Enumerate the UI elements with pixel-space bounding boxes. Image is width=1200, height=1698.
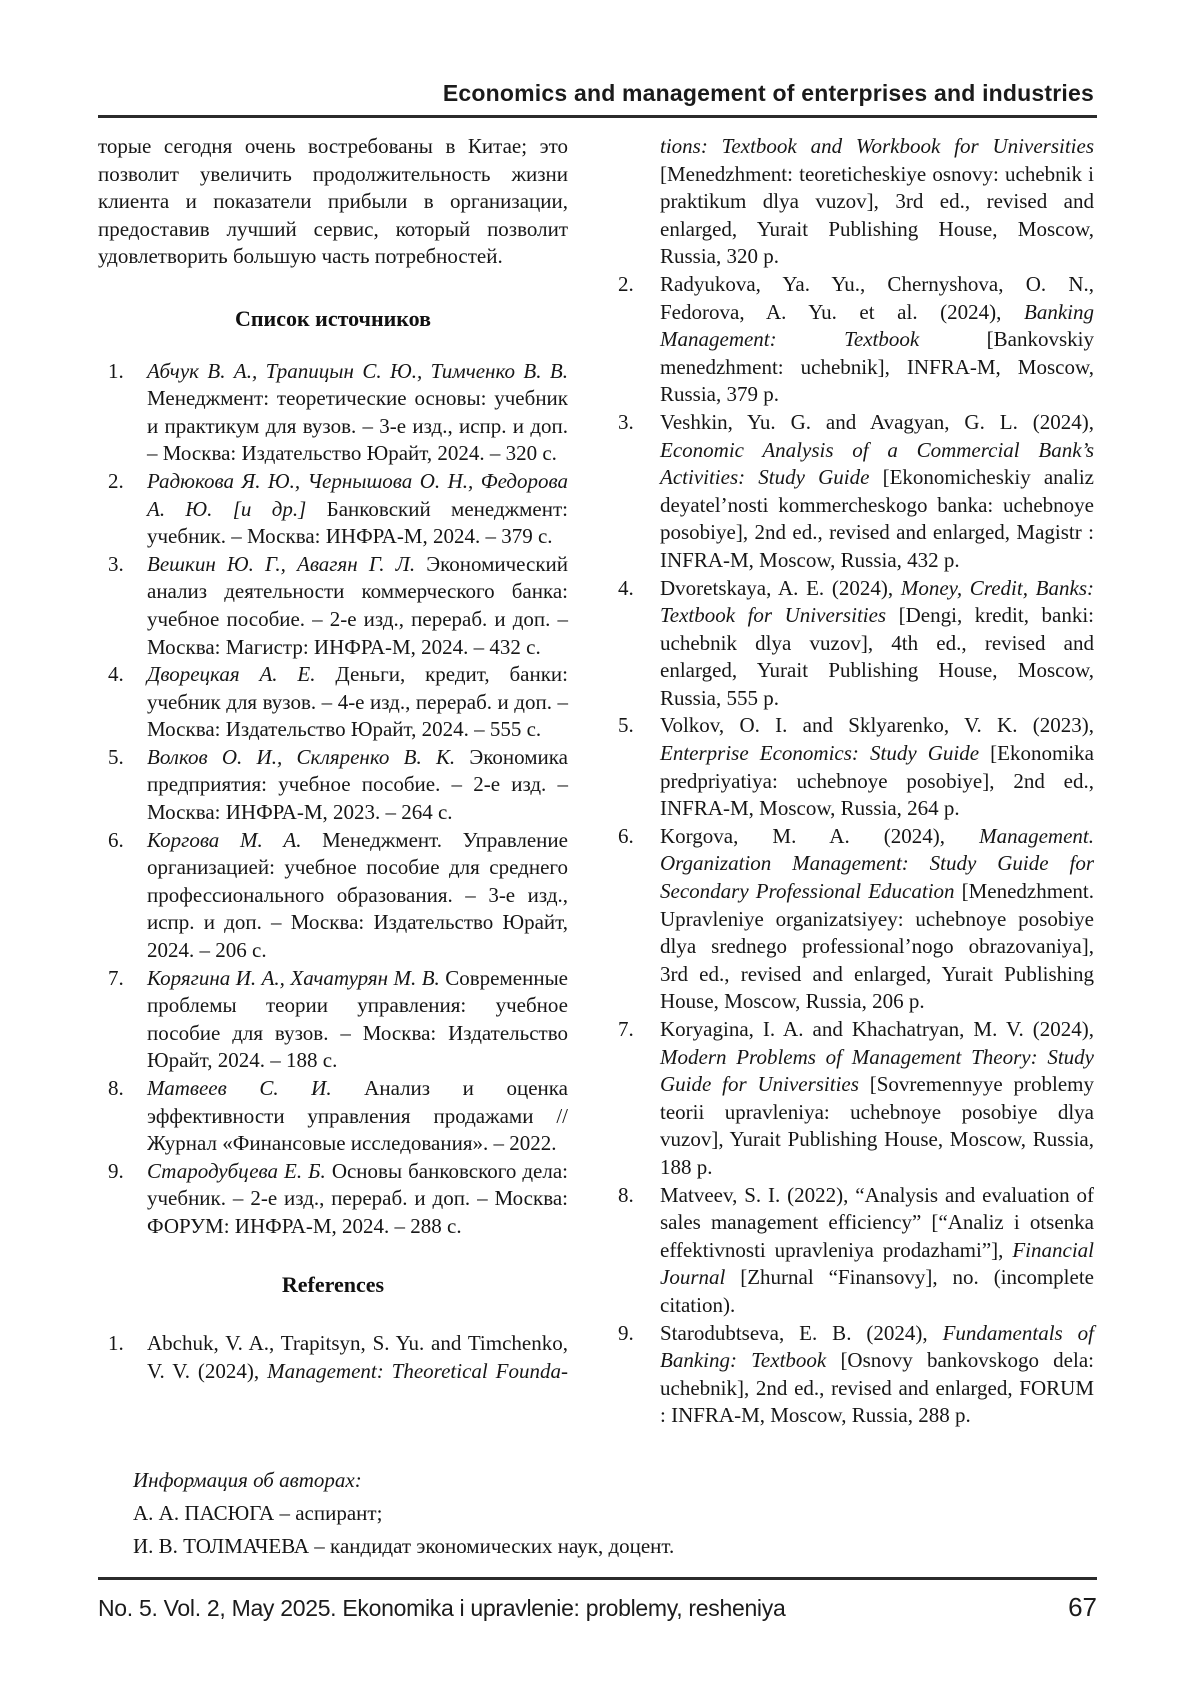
reference-text: [Osnovy bankovskogo dela: uchebnik], 2nd ed., revised and enlarged, FORUM : INFRA-M, Moscow, Russia, 288 p. xyxy=(660,1348,1094,1428)
reference-item xyxy=(98,965,568,1075)
reference-text: Korgova, M. A. (2024), xyxy=(660,823,980,848)
reference-text: [Bankovskiy menedzhment: uchebnik], INFRA-M, Moscow, Russia, 379 p. xyxy=(660,327,1094,407)
reference-italic-text: Стародубцева Е. Б. xyxy=(147,1158,326,1183)
reference-italic-text: Коргова М. А. xyxy=(147,827,302,852)
reference-number: 3. xyxy=(618,409,634,434)
reference-item xyxy=(98,661,568,744)
reference-italic-text: Волков О. И., Скляренко В. К. xyxy=(147,744,456,769)
footer-rule xyxy=(98,1577,1097,1580)
reference-number: 6. xyxy=(618,823,634,848)
reference-text: Банковский менеджмент: учебник. – Москва: ИНФРА-М, 2024. – 379 с. xyxy=(147,496,568,549)
russian-references-list xyxy=(98,358,568,1241)
reference-italic-text: Радюкова Я. Ю., Чернышова О. Н., Федорова А. Ю. [и др.] xyxy=(147,468,568,521)
reference-text: [Menedzhment. Upravleniye organizatsiyey: uchebnoye posobiye dlya srednego professional’nogo obrazovaniya], 3rd ed., revised and enlarged, Yurait Publishing House, Moscow, Russia, 206 p. xyxy=(660,879,1094,1014)
reference-number: 1. xyxy=(108,1331,124,1356)
reference-text: [Menedzhment: teoreticheskiye osnovy: uchebnik i praktikum dlya vuzov], 3rd ed., revised and enlarged, Yurait Publishing House, Moscow, Russia, 320 p. xyxy=(660,161,1094,269)
reference-item xyxy=(98,1330,568,1385)
body-paragraph: торые сегодня очень востребованы в Китае; это позволит увеличить продолжительность жизни клиента и показатели прибыли в организации, предоставив лучший сервис, который позволит удовлетворить большую часть потребностей. xyxy=(98,134,568,269)
reference-number: 1. xyxy=(108,358,124,383)
reference-italic-text: Абчук В. А., Трапицын С. Ю., Тимченко В. В. xyxy=(147,358,568,383)
reference-italic-text: Enterprise Economics: Study Guide xyxy=(660,741,980,766)
reference-text: [Dengi, kredit, banki: uchebnik dlya vuzov], 4th ed., revised and enlarged, Yurait Publishing House, Moscow, Russia, 555 p. xyxy=(660,603,1094,710)
footer xyxy=(98,1592,1097,1623)
reference-text: [Ekonomicheskiy analiz deyatel’nosti kommercheskogo banka: uchebnoye posobiye], 2nd ed., revised and enlarged, Magistr : INFRA-M, Moscow, Russia, 432 p. xyxy=(660,465,1094,572)
authors-info-block xyxy=(133,1464,1063,1563)
reference-text: Экономический анализ деятельности коммерческого банка: учебное пособие. – 2-е изд., перераб. и доп. – Москва: Магистр: ИНФРА-М, 2024. – 432 с. xyxy=(147,551,569,659)
reference-text: Менеджмент: теоретические основы: учебник и практикум для вузов. – 3-е изд., испр. и доп. – Москва: Издательство Юрайт, 2024. – 320 с. xyxy=(147,386,568,466)
reference-text: Volkov, O. I. and Sklyarenko, V. K. (2023), xyxy=(660,713,1094,738)
reference-italic-text: Корягина И. А., Хачатурян М. В. xyxy=(147,965,440,990)
reference-text: Radyukova, Ya. Yu., Chernyshova, O. N., Fedorova, A. Yu. et al. (2024), xyxy=(660,271,1094,324)
reference-italic-text: Вешкин Ю. Г., Авагян Г. Л. xyxy=(147,551,416,576)
header-rule xyxy=(98,115,1097,118)
reference-item xyxy=(98,468,568,551)
reference-italic-text: Fundamentals of Banking: Textbook xyxy=(660,1320,1094,1373)
reference-item xyxy=(98,827,568,965)
reference-item xyxy=(618,409,1094,575)
reference-text: Abchuk, V. A., Trapitsyn, S. Yu. and Timchenko, V. V. (2024), xyxy=(147,1331,568,1383)
footer-journal-info: No. 5. Vol. 2, May 2025. Ekonomika i upravlenie: problemy, resheniya xyxy=(98,1595,786,1621)
page-number: 67 xyxy=(1068,1592,1097,1622)
right-column xyxy=(618,133,1094,1430)
reference-number: 5. xyxy=(618,713,634,738)
reference-text: Анализ и оценка эффективности управления продажами // Журнал «Финансовые исследования». – 2022. xyxy=(147,1076,568,1156)
reference-text: Dvoretskaya, A. E. (2024), xyxy=(660,575,901,600)
reference-text: [Ekonomika predpriyatiya: uchebnoye posobiye], 2nd ed., INFRA-M, Moscow, Russia, 264 p. xyxy=(660,741,1094,821)
english-references-list xyxy=(618,271,1094,1430)
references-heading: References xyxy=(281,1271,385,1297)
reference-italic-text: Management: Theoretical Founda- xyxy=(267,1358,568,1383)
reference-number: 6. xyxy=(108,827,124,852)
reference-italic-text: Banking Management: Textbook xyxy=(660,299,1094,352)
author-line: А. А. ПАСЮГА – аспирант; xyxy=(133,1501,383,1525)
reference-item xyxy=(618,1320,1094,1430)
reference-text: Основы банковского дела: учебник. – 2-е изд., перераб. и доп. – Москва: ФОРУМ: ИНФРА-М, 2024. – 288 с. xyxy=(147,1158,568,1238)
reference-item xyxy=(98,744,568,827)
authors-info-heading: Информация об авторах: xyxy=(133,1468,362,1492)
reference-text: Veshkin, Yu. G. and Avagyan, G. L. (2024), xyxy=(660,409,1094,434)
reference-italic-text: Management. Organization Management: Study Guide for Secondary Professional Education xyxy=(660,823,1094,904)
reference-item xyxy=(618,1182,1094,1320)
reference-text: Koryagina, I. A. and Khachatryan, M. V. (2024), xyxy=(660,1017,1094,1041)
reference-item xyxy=(618,712,1094,822)
reference-item xyxy=(618,823,1094,1016)
reference-item xyxy=(98,1075,568,1158)
reference-number: 2. xyxy=(108,468,124,493)
left-column xyxy=(98,133,568,1385)
reference-italic-text: Дворецкая А. Е. xyxy=(147,662,316,687)
reference-item xyxy=(618,575,1094,713)
reference-text: Экономика предприятия: учебное пособие. – 2-е изд. – Москва: ИНФРА-М, 2023. – 264 с. xyxy=(147,744,568,825)
sources-heading: Список источников xyxy=(234,305,432,331)
reference-number: 9. xyxy=(108,1158,124,1183)
reference-item xyxy=(618,1016,1094,1182)
reference-number: 5. xyxy=(108,744,124,769)
reference-item xyxy=(98,551,568,661)
reference-text: [Sovremennyye problemy teorii upravleniya: uchebnoye posobiye dlya vuzov], Yurait Publishing House, Moscow, Russia, 188 p. xyxy=(660,1072,1094,1179)
reference-number: 7. xyxy=(618,1017,634,1041)
reference-item xyxy=(618,271,1094,409)
reference-number: 7. xyxy=(108,965,124,990)
reference-item xyxy=(98,1158,568,1241)
reference-text: Matveev, S. I. (2022), “Analysis and evaluation of sales management efficiency” [“Analiz i otsenka effektivnosti upravleniya prodazhami”], xyxy=(660,1182,1094,1262)
reference-number: 8. xyxy=(108,1076,124,1100)
author-line: И. В. ТОЛМАЧЕВА – кандидат экономических наук, доцент. xyxy=(133,1534,675,1558)
reference-text: Современные проблемы теории управления: учебное пособие для вузов. – Москва: Издательство Юрайт, 2024. – 188 с. xyxy=(147,965,569,1073)
english-references-list-start xyxy=(98,1330,568,1385)
reference-number: 8. xyxy=(618,1182,634,1207)
reference-number: 4. xyxy=(618,575,634,600)
reference-continuation xyxy=(618,133,1094,271)
reference-number: 3. xyxy=(108,551,124,576)
reference-number: 2. xyxy=(618,271,634,296)
reference-number: 4. xyxy=(108,662,124,687)
reference-text: Менеджмент. Управление организацией: учебное пособие для среднего профессионального образования. – 3-е изд., испр. и доп. – Москва: Издательство Юрайт, 2024. – 206 с. xyxy=(147,827,568,963)
reference-number: 9. xyxy=(618,1320,634,1345)
reference-italic-text: Financial Journal xyxy=(660,1237,1094,1290)
reference-text: [Zhurnal “Finansovy], no. (incomplete citation). xyxy=(660,1265,1094,1317)
running-head-title: Economics and management of enterprises and industries xyxy=(442,80,1094,106)
reference-text: Деньги, кредит, банки: учебник для вузов. – 4-е изд., перераб. и доп. – Москва: Издательство Юрайт, 2024. – 555 с. xyxy=(147,662,568,742)
reference-text: Starodubtseva, E. B. (2024), xyxy=(660,1320,943,1345)
reference-italic-text: Economic Analysis of a Commercial Bank’s Activities: Study Guide xyxy=(660,437,1094,490)
reference-italic-text: Money, Credit, Banks: Textbook for Universities xyxy=(660,575,1094,628)
reference-item xyxy=(98,358,568,468)
reference-italic-text: tions: Textbook and Workbook for Universities xyxy=(660,134,1094,158)
reference-italic-text: Modern Problems of Management Theory: Study Guide for Universities xyxy=(660,1044,1094,1097)
reference-italic-text: Матвеев С. И. xyxy=(147,1076,332,1100)
